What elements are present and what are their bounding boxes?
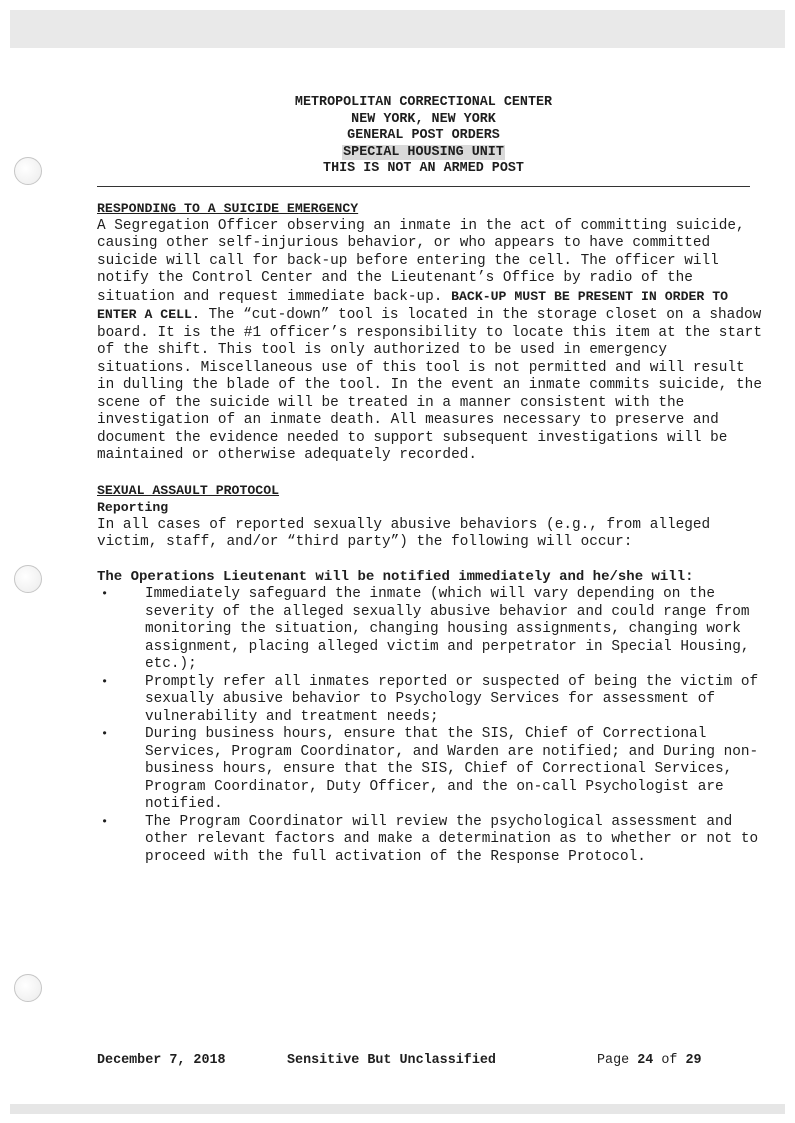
bullet-icon: • (101, 727, 109, 741)
footer-page-number: Page 24 of 29 (597, 1053, 702, 1068)
suicide-section-heading: RESPONDING TO A SUICIDE EMERGENCY (97, 201, 359, 216)
punch-hole (14, 974, 42, 1002)
header-location: NEW YORK, NEW YORK (351, 111, 496, 127)
scan-bottom-edge (10, 1104, 785, 1114)
header-unit: SPECIAL HOUSING UNIT (343, 144, 504, 160)
bullet-icon: • (101, 587, 109, 601)
list-item: • The Program Coordinator will review the psychological assessment and other relevant factors and make a determination as to whether or not to proceed with the full activation of the Response Protocol. (101, 813, 759, 865)
header-facility: METROPOLITAN CORRECTIONAL CENTER (294, 95, 553, 110)
lieutenant-duties-list (97, 586, 762, 866)
list-item: • During business hours, ensure that the SIS, Chief of Correctional Services, Program Coordinator, and Warden are notified; and During non-business hours, ensure that the SIS, Chief of Correctional Services, Program Coordinator, Duty Officer, and the on-call Psychologist are notified. (101, 726, 759, 812)
bullet-icon: • (101, 814, 109, 829)
bullet-icon: • (101, 674, 109, 689)
reporting-subheading: Reporting (97, 500, 169, 515)
header-divider (97, 186, 750, 187)
suicide-text-before: A Segregation Officer observing an inmate in the act of committing suicide, causing other self-injurious behavior, or who appears to have committed suicide will call for back-up before entering the cell. The officer will notify the Control Center and the Lieutenant’s Office by radio of the situation and request immediate back-up. (97, 217, 745, 305)
document-header (97, 95, 750, 178)
document-body (97, 200, 762, 866)
punch-hole (14, 565, 42, 593)
scan-top-edge (10, 10, 785, 48)
punch-hole (14, 157, 42, 185)
lieutenant-notification-lead: The Operations Lieutenant will be notified immediately and he/she will: (97, 568, 694, 585)
header-post-status: THIS IS NOT AN ARMED POST (323, 161, 524, 176)
suicide-paragraph (97, 218, 762, 465)
header-doc-type: GENERAL POST ORDERS (347, 128, 500, 143)
suicide-emphasis: BACK-UP MUST BE PRESENT IN ORDER TO ENTER A CELL. (97, 288, 729, 322)
reporting-intro: In all cases of reported sexually abusive behaviors (e.g., from alleged victim, staff, and/or “third party”) the following will occur: (97, 516, 711, 550)
list-item: • Promptly refer all inmates reported or suspected of being the victim of sexually abusive behavior to Psychology Services for assessment of vulnerability and treatment needs; (101, 673, 759, 725)
list-item: • Immediately safeguard the inmate (which will vary depending on the severity of the alleged sexually abusive behavior and could range from monitoring the situation, changing housing assignments, changing work assignment, placing alleged victim and perpetrator in Special Housing, etc.); (101, 586, 750, 672)
footer-date: December 7, 2018 (97, 1053, 226, 1068)
assault-section-heading: SEXUAL ASSAULT PROTOCOL (97, 482, 280, 498)
suicide-text-after: The “cut-down” tool is located in the storage closet on a shadow board. It is the #1 officer’s responsibility to locate this item at the start of the shift. This tool is only authorized to be used in emergency situations. Miscellaneous use of this tool is not permitted and will result in dulling the blade of the tool. In the event an inmate commits suicide, the scene of the suicide will be treated in a manner consistent with the investigation of an inmate death. All measures necessary to preserve and document the evidence needed to support subsequent investigations will be maintained or otherwise adequately recorded. (97, 307, 762, 463)
footer-classification: Sensitive But Unclassified (287, 1053, 496, 1068)
